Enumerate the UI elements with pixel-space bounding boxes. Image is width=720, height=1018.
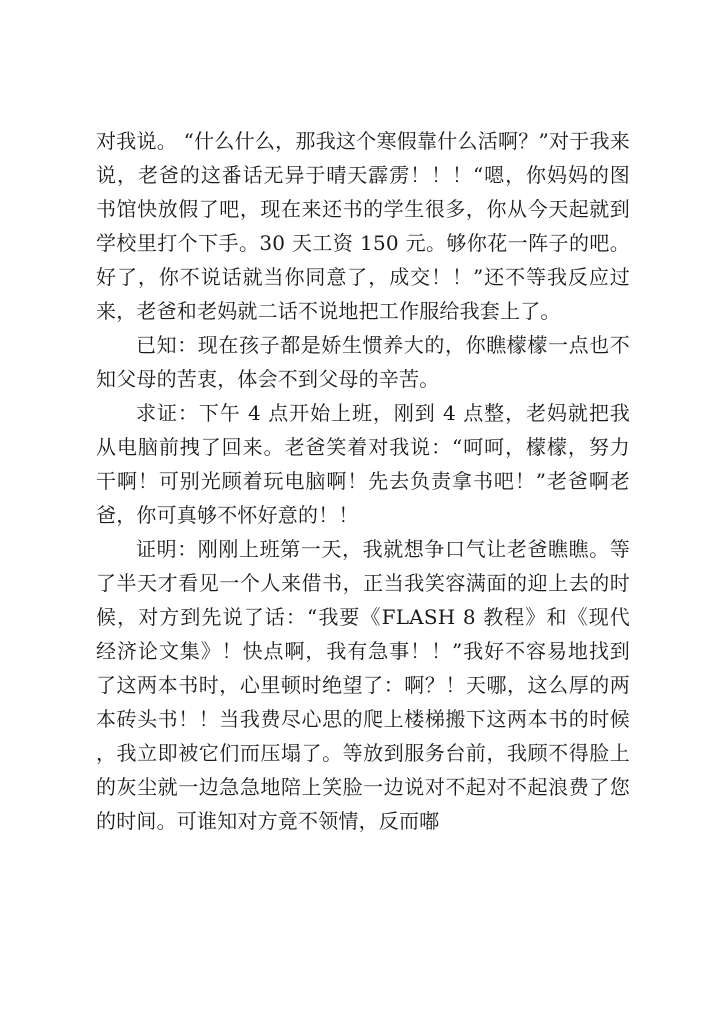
document-page	[96, 124, 630, 838]
paragraph-4: 证明：刚刚上班第一天，我就想争口气让老爸瞧瞧。等了半天才看见一个人来借书，正当我笑容满面的迎上去的时候，对方到先说了话：“我要《FLASH 8 教程》和《现代经济论文集》！快点啊，我有急事！！”我好不容易地找到了这两本书时，心里顿时绝望了：啊？！天哪，这么厚的两本砖头书！！当我费尽心思的爬上楼梯搬下这两本书的时候，我立即被它们而压塌了。等放到服务台前，我顾不得脸上的灰尘就一边急急地陪上笑脸一边说对不起对不起浪费了您的时间。可谁知对方竟不领情，反而嘟	[96, 537, 630, 833]
paragraph-1: 对我说。 “什么什么，那我这个寒假靠什么活啊？”对于我来说，老爸的这番话无异于晴天霹雳！！！“嗯，你妈妈的图书馆快放假了吧，现在来还书的学生很多，你从今天起就到学校里打个下手。30 天工资 150 元。够你花一阵子的吧。好了，你不说话就当你同意了，成交！！”还不等我反应过来，老爸和老妈就二话不说地把工作服给我套上了。	[96, 129, 630, 323]
paragraph-2: 已知：现在孩子都是娇生惯养大的，你瞧檬檬一点也不知父母的苦衷，体会不到父母的辛苦。	[96, 333, 630, 391]
paragraph-3: 求证：下午 4 点开始上班，刚到 4 点整，老妈就把我从电脑前拽了回来。老爸笑着对我说：“呵呵，檬檬，努力干啊！可别光顾着玩电脑啊！先去负责拿书吧！”老爸啊老爸，你可真够不怀好意的！！	[96, 401, 630, 527]
